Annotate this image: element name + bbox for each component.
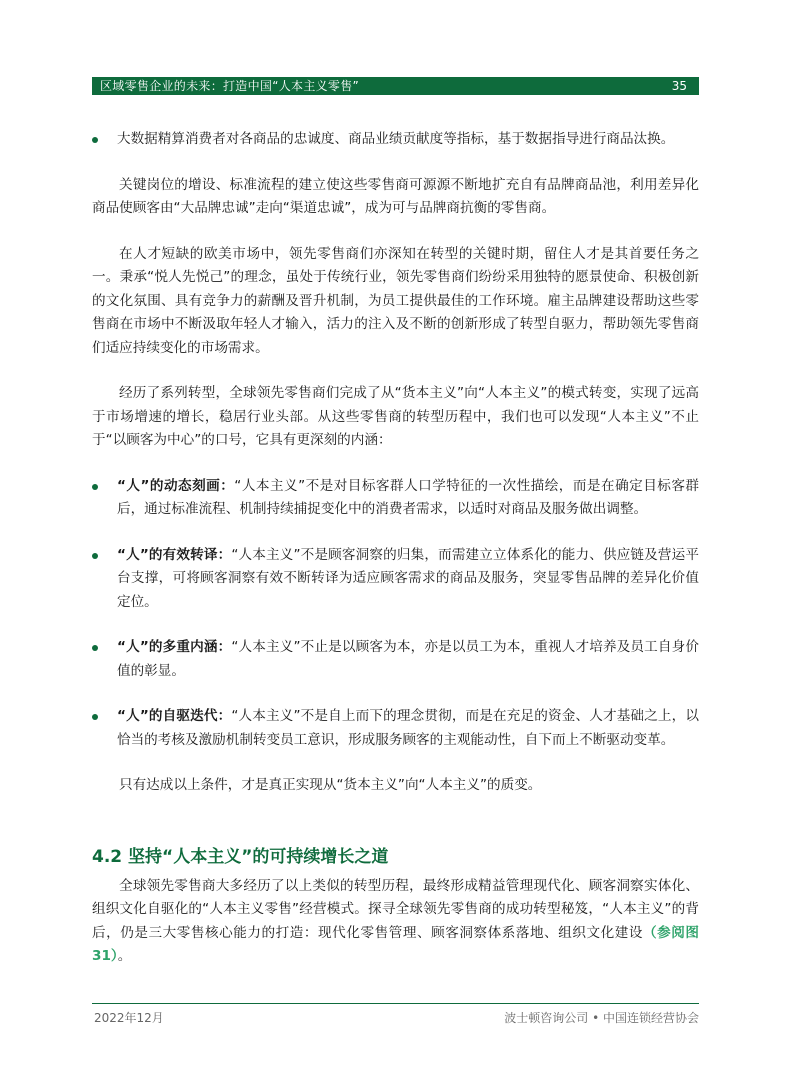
page-header — [92, 77, 699, 95]
bullet-lead: “人”的动态刻画： — [117, 477, 235, 494]
bullet-body: “人本主义”不是对目标客群人口学特征的一次性描绘，而是在确定目标客群后，通过标准流程、机制持续捕捉变化中的消费者需求，以适时对商品及服务做出调整。 — [117, 477, 699, 517]
main-content — [92, 128, 699, 969]
bullet-text — [117, 636, 699, 683]
bullet-dot-icon — [92, 484, 98, 490]
section-heading: 4.2 坚持“人本主义”的可持续增长之道 — [92, 846, 389, 867]
bullet-body: “人本主义”不是顾客洞察的归集，而需建立立体系化的能力、供应链及营运平台支撑，可将顾客洞察有效不断转译为适应顾客需求的商品及服务，突显零售品牌的差异化价值定位。 — [117, 546, 699, 610]
paragraph: 在人才短缺的欧美市场中，领先零售商们亦深知在转型的关键时期，留住人才是其首要任务之一。秉承“悦人先悦己”的理念，虽处于传统行业，领先零售商们纷纷采用独特的愿景使命、积极创新的文化氛围、具有竞争力的薪酬及晋升机制，为员工提供最佳的工作环境。雇主品牌建设帮助这些零售商在市场中不断汲取年轻人才输入，活力的注入及不断的创新形成了转型自驱力，帮助领先零售商们适应持续变化的市场需求。 — [92, 245, 699, 356]
bullet-lead: “人”的有效转译： — [117, 546, 232, 563]
bullet-lead: “人”的多重内涵： — [117, 639, 232, 655]
page-number: 35 — [671, 79, 687, 93]
footer-date: 2022年12月 — [94, 1011, 164, 1025]
bullet-body: “人本主义”不止是以顾客为本，亦是以员工为本，重视人才培养及员工自身价值的彰显。 — [117, 639, 699, 679]
bullet-item — [92, 705, 699, 752]
bullet-dot-icon — [92, 137, 98, 143]
bullet-dot-icon — [92, 714, 98, 720]
bullet-text — [117, 544, 699, 615]
paragraph: 关键岗位的增设、标准流程的建立使这些零售商可源源不断地扩充自有品牌商品池，利用差异化商品使顾客由“大品牌忠诚”走向“渠道忠诚”，成为可与品牌商抗衡的零售商。 — [92, 176, 699, 216]
paragraph-body: 全球领先零售商大多经历了以上类似的转型历程，最终形成精益管理现代化、顾客洞察实体化、组织文化自驱化的“人本主义零售”经营模式。探寻全球领先零售商的成功转型秘笈，“人本主义”的背后，仍是三大零售核心能力的打造：现代化零售管理、顾客洞察体系落地、组织文化建设 — [92, 877, 699, 941]
paragraph: 只有达成以上条件，才是真正实现从“货本主义”向“人本主义”的质变。 — [119, 777, 542, 793]
paragraph: 经历了系列转型，全球领先零售商们完成了从“货本主义”向“人本主义”的模式转变，实现了远高于市场增速的增长，稳居行业头部。从这些零售商的转型历程中，我们也可以发现“人本主义”不止于“以顾客为中心”的口号，它具有更深刻的内涵： — [92, 385, 699, 448]
bullet-item — [92, 544, 699, 615]
bullet-text — [117, 475, 699, 522]
bullet-dot-icon — [92, 645, 98, 651]
paragraph-end: 。 — [117, 948, 132, 964]
bullet-item — [92, 128, 699, 152]
header-title: 区域零售企业的未来：打造中国“人本主义零售” — [100, 79, 360, 93]
bullet-item — [92, 475, 699, 522]
bullet-dot-icon — [92, 553, 98, 559]
figure-reference-link[interactable]: （参阅图31） — [92, 924, 700, 964]
footer-divider — [92, 1003, 699, 1004]
bullet-body: “人本主义”不是自上而下的理念贯彻，而是在充足的资金、人才基础之上，以恰当的考核及激励机制转变员工意识，形成服务顾客的主观能动性，自下而上不断驱动变革。 — [117, 708, 699, 748]
bullet-item — [92, 636, 699, 683]
bullet-text — [117, 705, 699, 752]
bullet-lead: “人”的自驱迭代： — [117, 708, 232, 724]
bullet-text: 大数据精算消费者对各商品的忠诚度、商品业绩贡献度等指标，基于数据指导进行商品汰换。 — [117, 131, 675, 147]
paragraph — [92, 875, 699, 969]
footer-organization: 波士顿咨询公司 • 中国连锁经营协会 — [504, 1011, 699, 1025]
